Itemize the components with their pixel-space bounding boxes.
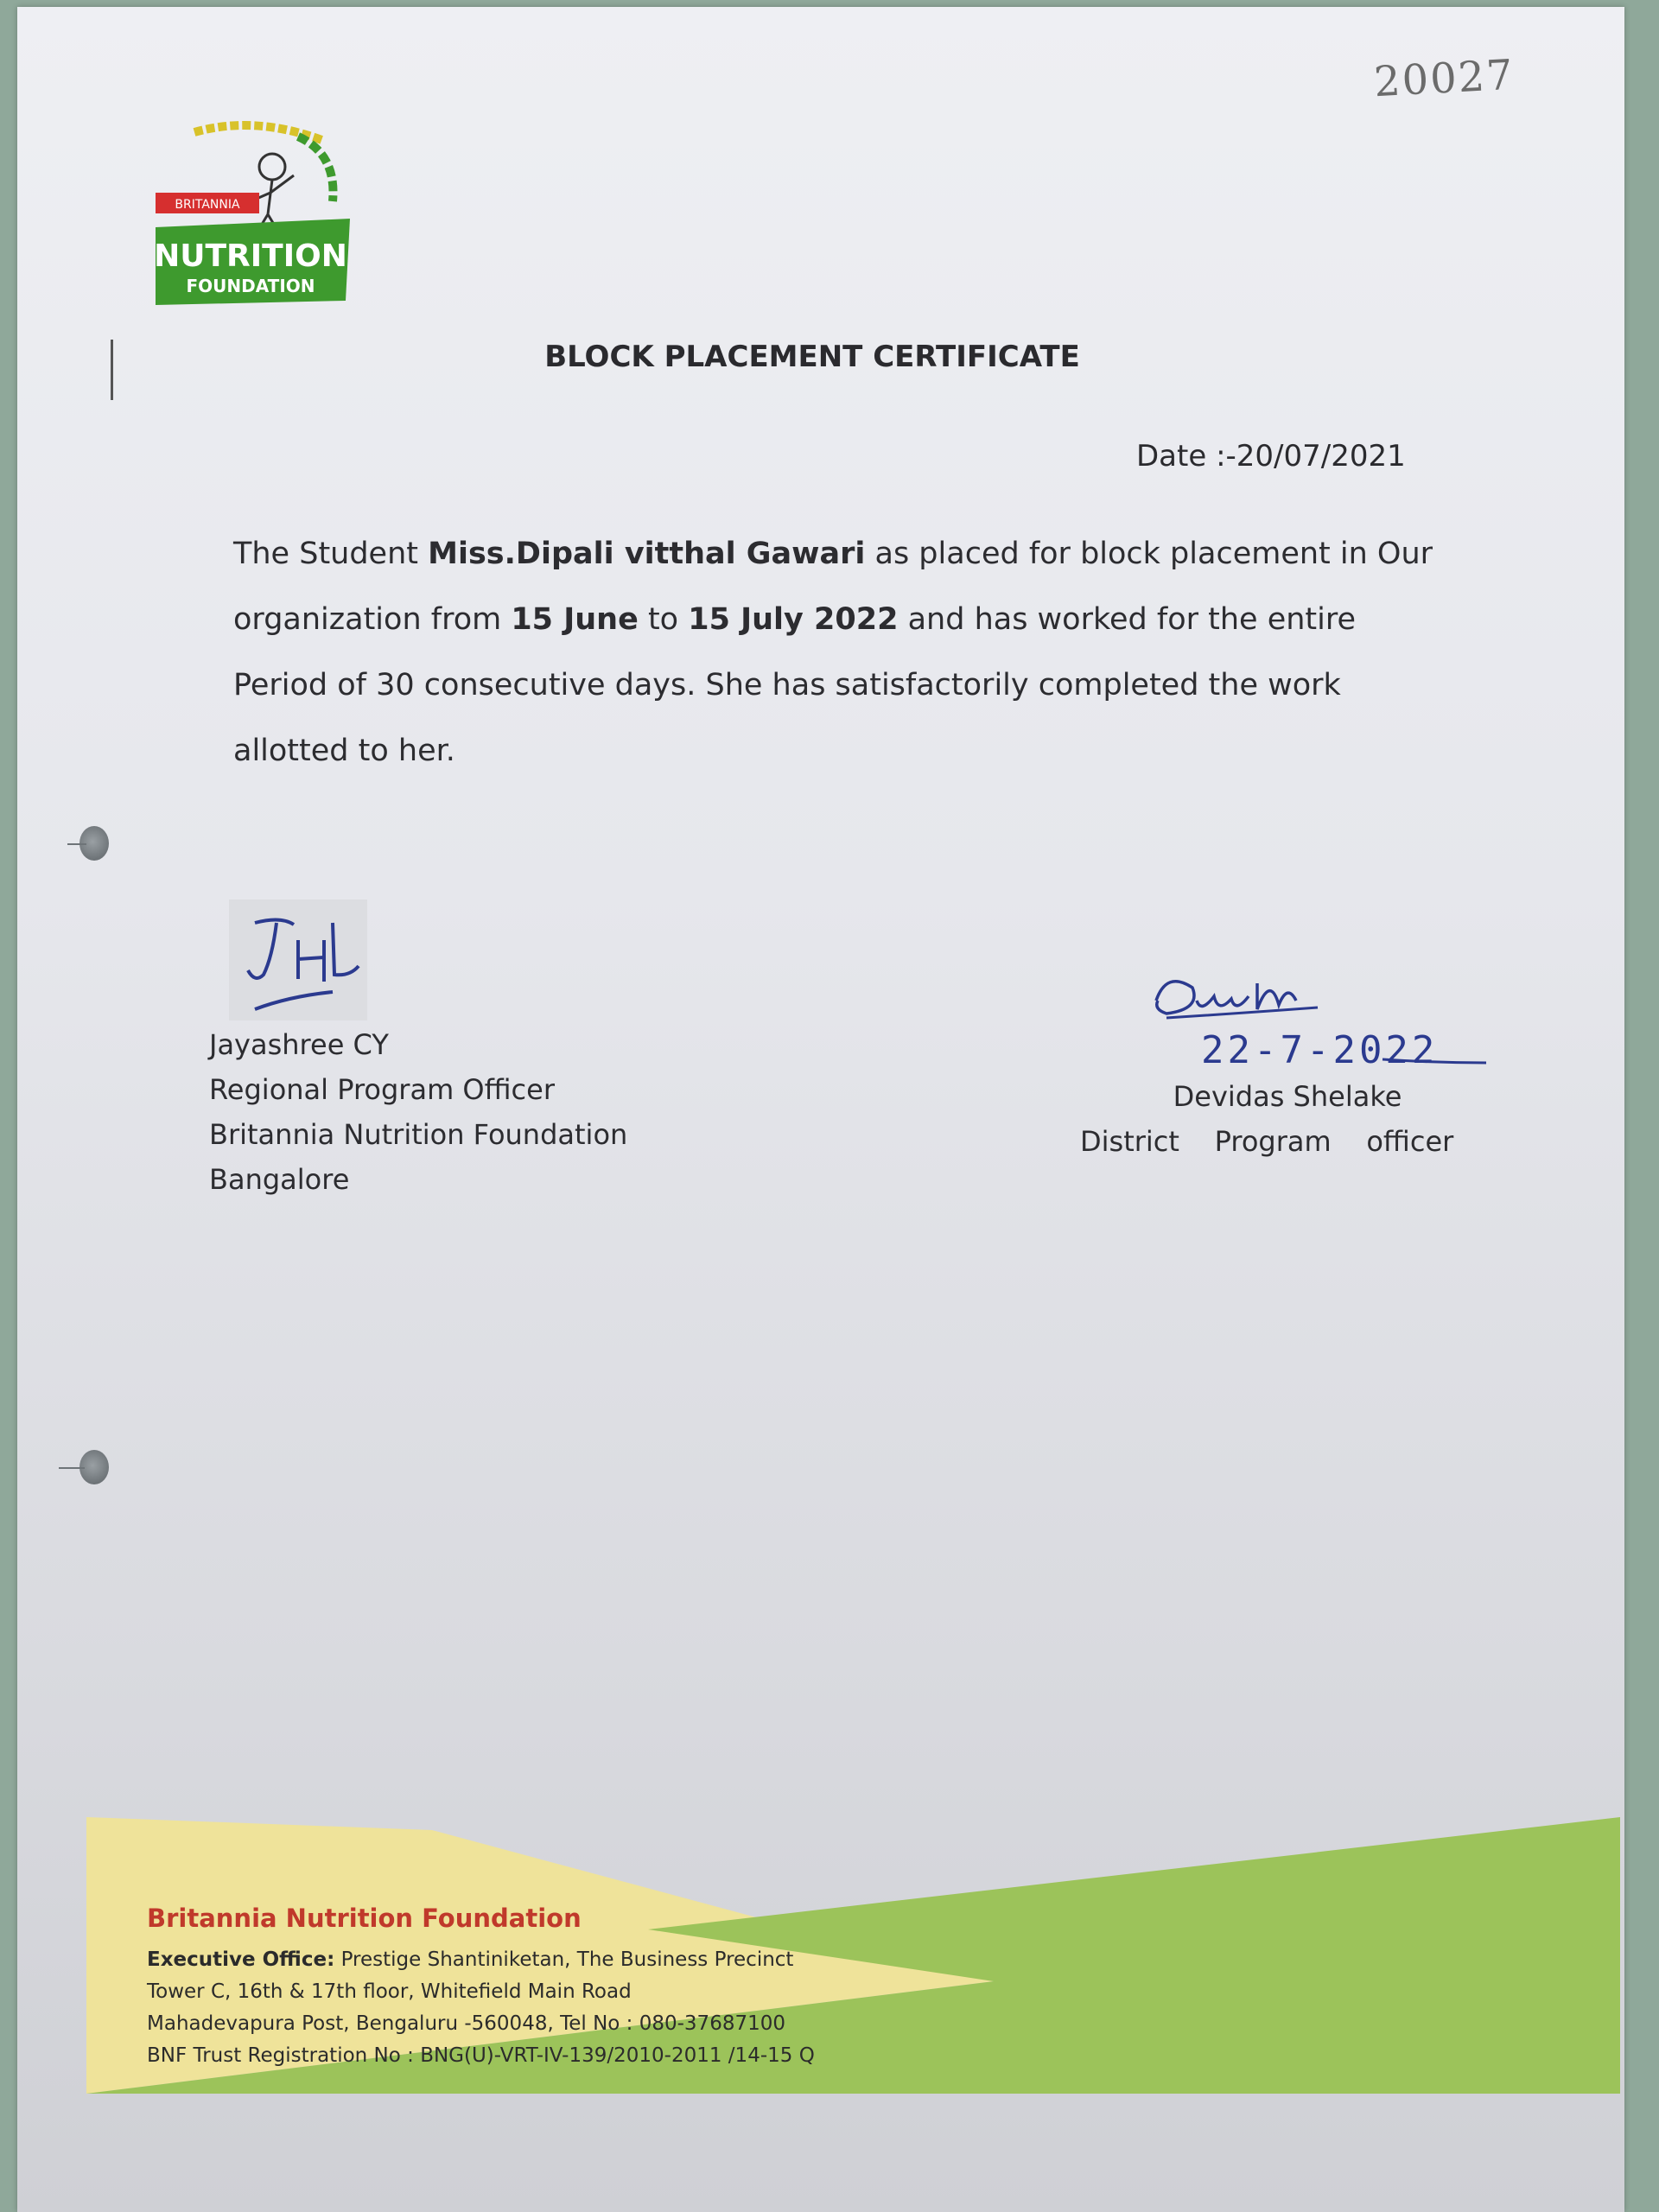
left-signatory-name: Jayashree CY: [209, 1028, 389, 1061]
certificate-title: BLOCK PLACEMENT CERTIFICATE: [544, 340, 1080, 374]
left-signatory-org: Britannia Nutrition Foundation: [209, 1118, 628, 1151]
footer-registration: BNF Trust Registration No : BNG(U)-VRT-IV-139/2010-2011 /14-15 Q: [147, 2044, 815, 2067]
certificate-body: [233, 521, 1443, 784]
left-signatory-city: Bangalore: [209, 1163, 350, 1196]
signature-right: [1149, 966, 1495, 1078]
punch-hole-mark: [67, 843, 86, 845]
punch-hole-mark: [59, 1467, 85, 1469]
svg-text:FOUNDATION: FOUNDATION: [186, 276, 315, 296]
britannia-nutrition-foundation-logo: [151, 115, 359, 314]
footer-office-line: [147, 1944, 815, 1976]
signature-left: [238, 906, 367, 1018]
to-date: 15 July 2022: [688, 602, 899, 637]
body-text-part: The Student: [233, 537, 429, 571]
body-text-part: to: [638, 602, 689, 637]
corner-handwritten-number: 20027: [1372, 50, 1516, 107]
body-text-part: and has worked for the entire Period of 30 consecutive days. She has satisfactorily completed the work allotted to her.: [233, 602, 1357, 768]
document-page: [17, 7, 1624, 2212]
left-signatory-block: [209, 1022, 627, 1202]
footer-office-line1: Prestige Shantiniketan, The Business Precinct: [334, 1948, 794, 1971]
right-signatory-name: Devidas Shelake: [1173, 1080, 1402, 1113]
body-text-part: as placed for block placement in Our organization from: [233, 537, 1433, 637]
footer-office-line2: Tower C, 16th & 17th floor, Whitefield Main Road: [147, 1980, 632, 2003]
svg-text:NUTRITION: NUTRITION: [154, 238, 347, 274]
right-signatory-role: District Program officer: [1080, 1125, 1454, 1158]
handwritten-date: 22-7-2022: [1201, 1028, 1439, 1072]
student-name: Miss.Dipali vitthal Gawari: [428, 537, 866, 571]
footer-office-label: Executive Office:: [147, 1948, 335, 1971]
footer-address: [147, 1944, 815, 2072]
from-date: 15 June: [511, 602, 639, 637]
svg-text:BRITANNIA: BRITANNIA: [175, 198, 240, 212]
footer-office-line3: Mahadevapura Post, Bengaluru -560048, Tel No : 080-37687100: [147, 2012, 785, 2035]
left-signatory-role: Regional Program Officer: [209, 1073, 555, 1106]
certificate-date: Date :-20/07/2021: [1136, 439, 1406, 474]
footer-org-name: Britannia Nutrition Foundation: [147, 1904, 582, 1933]
